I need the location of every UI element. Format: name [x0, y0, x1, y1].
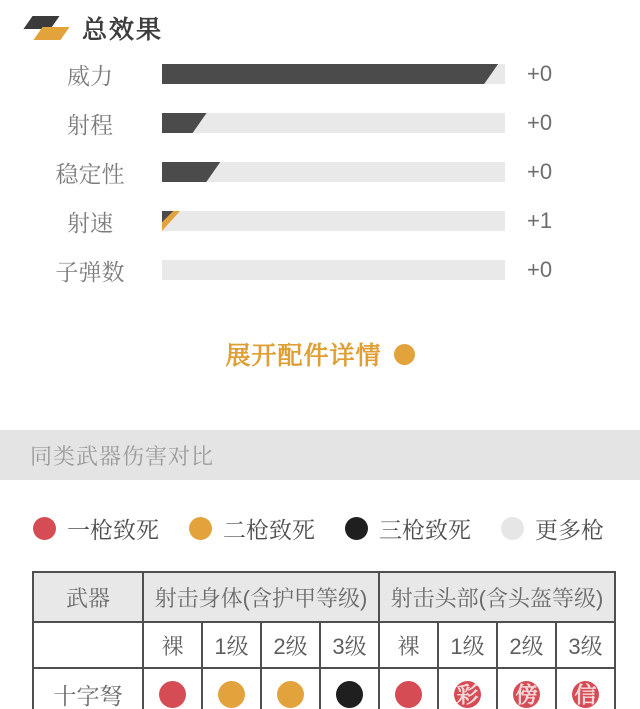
- armor-level-header: 1级: [438, 622, 497, 668]
- kill-shot-cell: [320, 668, 379, 709]
- kill-dot-red: [159, 681, 186, 708]
- stat-label: 子弹数: [55, 258, 125, 285]
- stat-value: +1: [527, 208, 553, 233]
- stat-row-2: [0, 159, 640, 187]
- expand-attachment-details-link[interactable]: [225, 336, 414, 372]
- kill-dot-red: [513, 681, 540, 708]
- stat-bar-track: [162, 211, 505, 231]
- armor-level-header: 3级: [320, 622, 379, 668]
- legend-dot-black: [345, 517, 368, 540]
- stat-label: 射速: [67, 209, 113, 236]
- stat-value: +0: [527, 159, 553, 184]
- expand-row: [0, 336, 640, 372]
- table-header-row: [33, 572, 615, 622]
- comparison-section-title: 同类武器伤害对比: [30, 443, 215, 469]
- stat-bar-fill: [162, 162, 220, 182]
- legend-item-1: [189, 512, 315, 545]
- comparison-section-band: [0, 430, 640, 480]
- stat-bar-fill: [162, 113, 207, 133]
- legend-item-0: [33, 512, 159, 545]
- stat-row-4: [0, 257, 640, 285]
- total-effect-header: [0, 0, 640, 46]
- legend-dot-red: [33, 517, 56, 540]
- armor-level-header: 3级: [556, 622, 615, 668]
- expand-link-label: 展开配件详情: [225, 342, 382, 370]
- armor-level-header: 2级: [261, 622, 320, 668]
- kill-shot-cell: [438, 668, 497, 709]
- stat-label: 射程: [67, 111, 113, 138]
- kill-shot-cell: [202, 668, 261, 709]
- armor-level-header: 2级: [497, 622, 556, 668]
- legend-label: 一枪致死: [67, 517, 159, 543]
- body-shot-group-header: 射击身体(含护甲等级): [143, 572, 379, 622]
- stat-value: +0: [527, 61, 553, 86]
- armor-level-header: 1级: [202, 622, 261, 668]
- legend-label: 三枪致死: [379, 517, 471, 543]
- stat-bar-track: [162, 113, 505, 133]
- stat-bar-fill: [162, 64, 498, 84]
- watermark-overlay: 傍: [515, 682, 538, 708]
- stat-bar-track: [162, 260, 505, 280]
- kill-shot-cell: [261, 668, 320, 709]
- legend-item-3: [501, 512, 604, 545]
- watermark-overlay: 彩: [456, 682, 479, 708]
- head-shot-group-header: 射击头部(含头盔等级): [379, 572, 615, 622]
- stat-value: +0: [527, 110, 553, 135]
- stat-value: +0: [527, 257, 553, 282]
- weapon-column-header: 武器: [33, 572, 143, 622]
- section-title-total-effect: 总效果: [82, 16, 164, 44]
- damage-comparison-table: [32, 571, 616, 709]
- kill-shot-legend: [33, 512, 604, 545]
- stat-bar-track: [162, 64, 505, 84]
- kill-shot-cell: [379, 668, 438, 709]
- stat-row-3: [0, 208, 640, 236]
- watermark-overlay: 信: [574, 682, 597, 708]
- kill-dot-black: [336, 681, 363, 708]
- legend-dot-orange: [189, 517, 212, 540]
- layers-icon: [22, 11, 70, 45]
- stat-label: 稳定性: [55, 160, 125, 187]
- kill-shot-cell: [497, 668, 556, 709]
- stat-row-1: [0, 110, 640, 138]
- kill-dot-red: [454, 681, 481, 708]
- orange-circle-icon: [394, 344, 415, 365]
- stat-bar-fill: [162, 211, 180, 231]
- kill-dot-red: [572, 681, 599, 708]
- kill-dot-red: [395, 681, 422, 708]
- table-row-十字弩: [33, 668, 615, 709]
- table-subheader-row: [33, 622, 615, 668]
- stat-label: 威力: [67, 62, 113, 89]
- legend-dot-gray: [501, 517, 524, 540]
- stat-bar-track: [162, 162, 505, 182]
- armor-level-header: 裸: [143, 622, 202, 668]
- weapon-name-cell: 十字弩: [33, 668, 143, 709]
- legend-item-2: [345, 512, 471, 545]
- stat-row-0: [0, 61, 640, 89]
- kill-dot-orange: [277, 681, 304, 708]
- empty-cell: [33, 622, 143, 668]
- legend-label: 更多枪: [535, 517, 604, 543]
- kill-shot-cell: [556, 668, 615, 709]
- legend-label: 二枪致死: [223, 517, 315, 543]
- stat-bars-list: [0, 61, 640, 285]
- kill-shot-cell: [143, 668, 202, 709]
- armor-level-header: 裸: [379, 622, 438, 668]
- kill-dot-orange: [218, 681, 245, 708]
